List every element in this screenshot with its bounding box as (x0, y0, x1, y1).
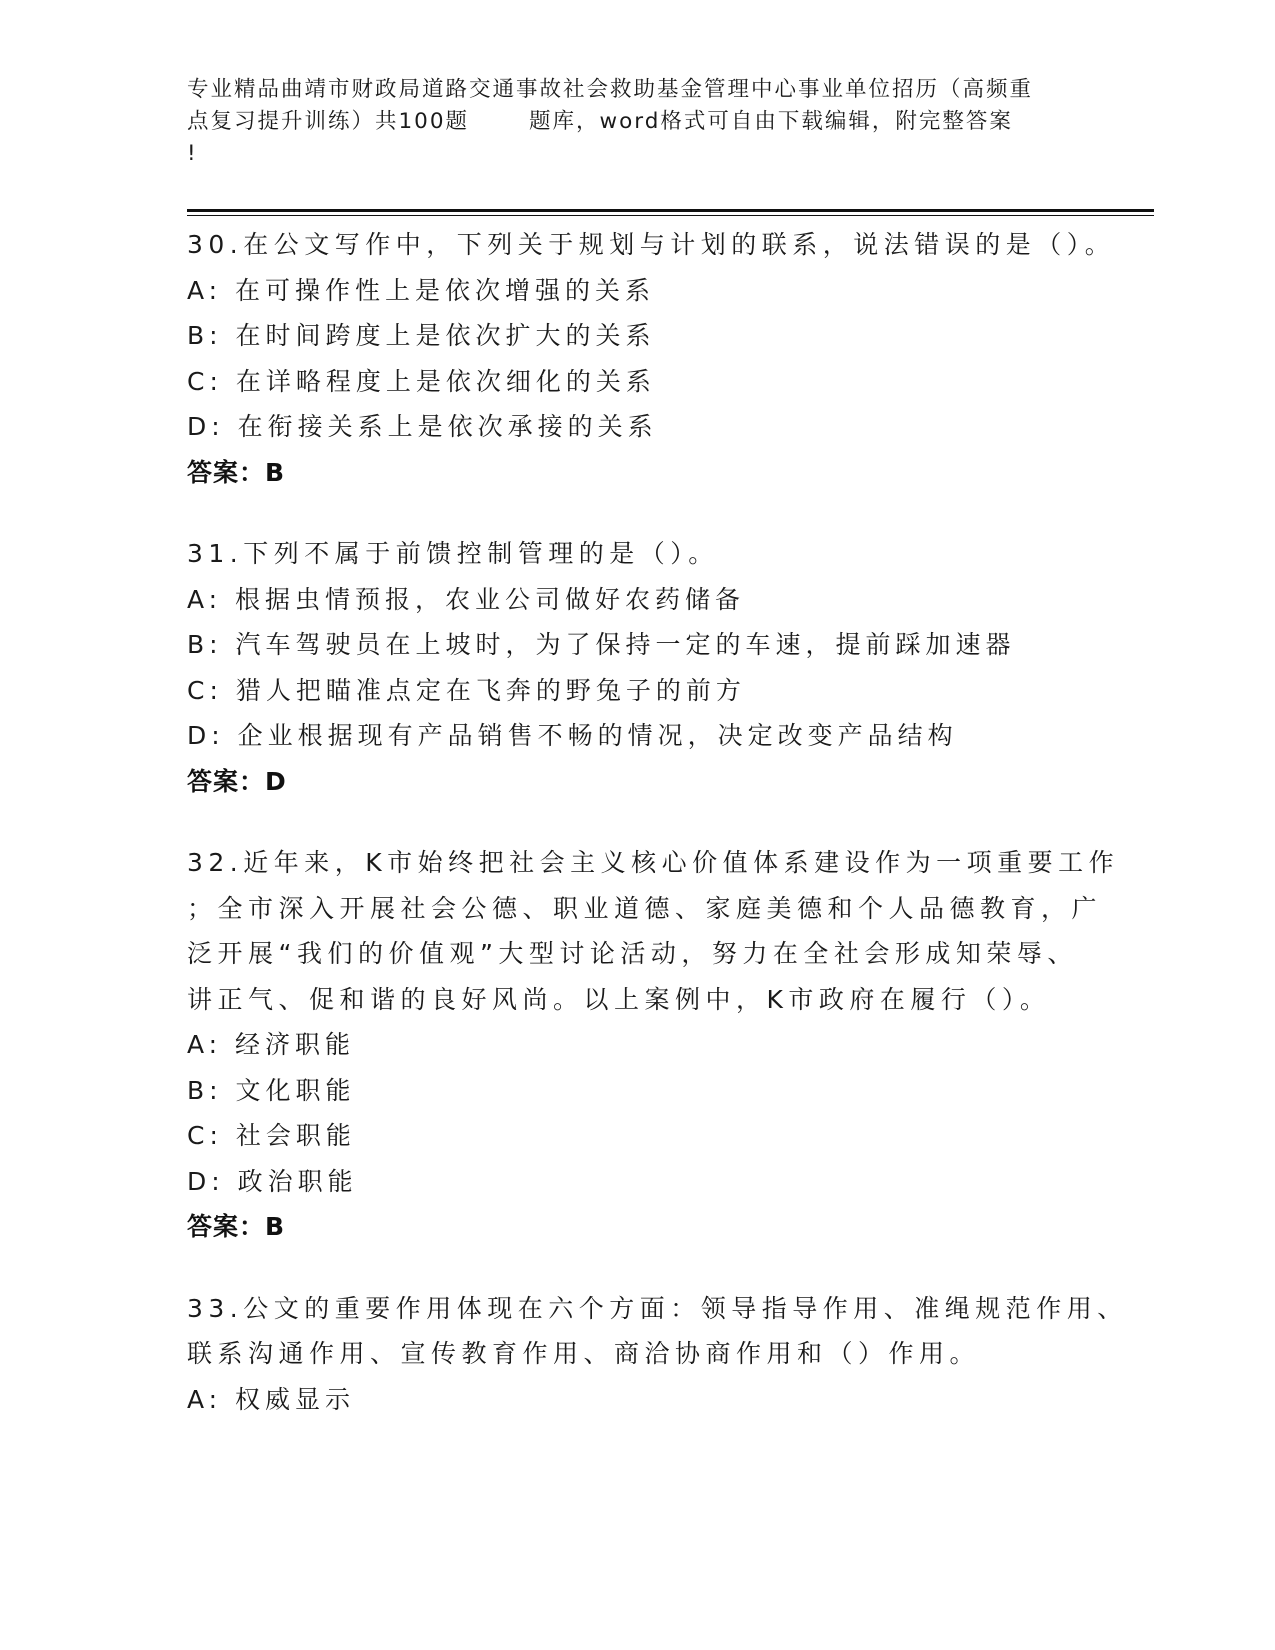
option-c: C: 猎人把瞄准点定在飞奔的野兔子的前方 (187, 675, 746, 705)
option-b: B: 汽车驾驶员在上坡时，为了保持一定的车速，提前踩加速器 (187, 630, 1016, 659)
question-32 (187, 840, 1120, 1250)
option-a: A: 经济职能 (187, 1030, 356, 1059)
question-stem-line-2: ；全市深入开展社会公德、职业道德、家庭美德和个人品德教育，广 (187, 893, 1103, 923)
header-line-1: 专业精品曲靖市财政局道路交通事故社会救助基金管理中心事业单位招历（高频重 (187, 77, 1034, 102)
header-line-2 (187, 106, 1087, 138)
option-b: B: 在时间跨度上是依次扩大的关系 (187, 321, 656, 350)
header-line-3: ! (187, 141, 198, 166)
document-header (187, 74, 1087, 170)
option-a: A: 在可操作性上是依次增强的关系 (187, 275, 656, 305)
option-c: C: 社会职能 (187, 1121, 356, 1150)
header-divider-thick (187, 209, 1154, 212)
question-stem: 31.下列不属于前馈控制管理的是（）。 (187, 539, 719, 568)
question-30 (187, 222, 1116, 495)
question-stem-line-3: 泛开展“我们的价值观”大型讨论活动，努力在全社会形成知荣辱、 (187, 939, 1078, 968)
option-c: C: 在详略程度上是依次细化的关系 (187, 366, 656, 396)
option-d: D: 企业根据现有产品销售不畅的情况，决定改变产品结构 (187, 721, 958, 750)
header-divider-thin (187, 215, 1154, 216)
header-line-2-part-a: 点复习提升训练）共100题 (187, 109, 470, 134)
answer-label: 答案：D (187, 766, 287, 796)
question-stem-line-2: 联系沟通作用、宣传教育作用、商洽协商作用和（）作用。 (187, 1339, 981, 1368)
question-stem-line-1: 32.近年来，K市始终把社会主义核心价值体系建设作为一项重要工作 (187, 848, 1120, 877)
question-list (187, 222, 1128, 1458)
answer-label: 答案：B (187, 457, 286, 487)
question-31 (187, 531, 1087, 804)
question-stem-line-1: 33.公文的重要作用体现在六个方面：领导指导作用、准绳规范作用、 (187, 1293, 1128, 1323)
question-33 (187, 1286, 1128, 1423)
question-stem-line-4: 讲正气、促和谐的良好风尚。以上案例中，K市政府在履行（）。 (187, 984, 1051, 1014)
option-a: A: 权威显示 (187, 1384, 356, 1414)
header-line-2-part-b: 题库，word格式可自由下载编辑，附完整答案 (529, 109, 1013, 134)
option-a: A: 根据虫情预报，农业公司做好农药储备 (187, 584, 746, 614)
option-d: D: 在衔接关系上是依次承接的关系 (187, 412, 658, 441)
question-stem: 30.在公文写作中，下列关于规划与计划的联系，说法错误的是（）。 (187, 230, 1116, 259)
answer-label: 答案：B (187, 1212, 286, 1241)
option-b: B: 文化职能 (187, 1075, 356, 1105)
option-d: D: 政治职能 (187, 1166, 358, 1196)
